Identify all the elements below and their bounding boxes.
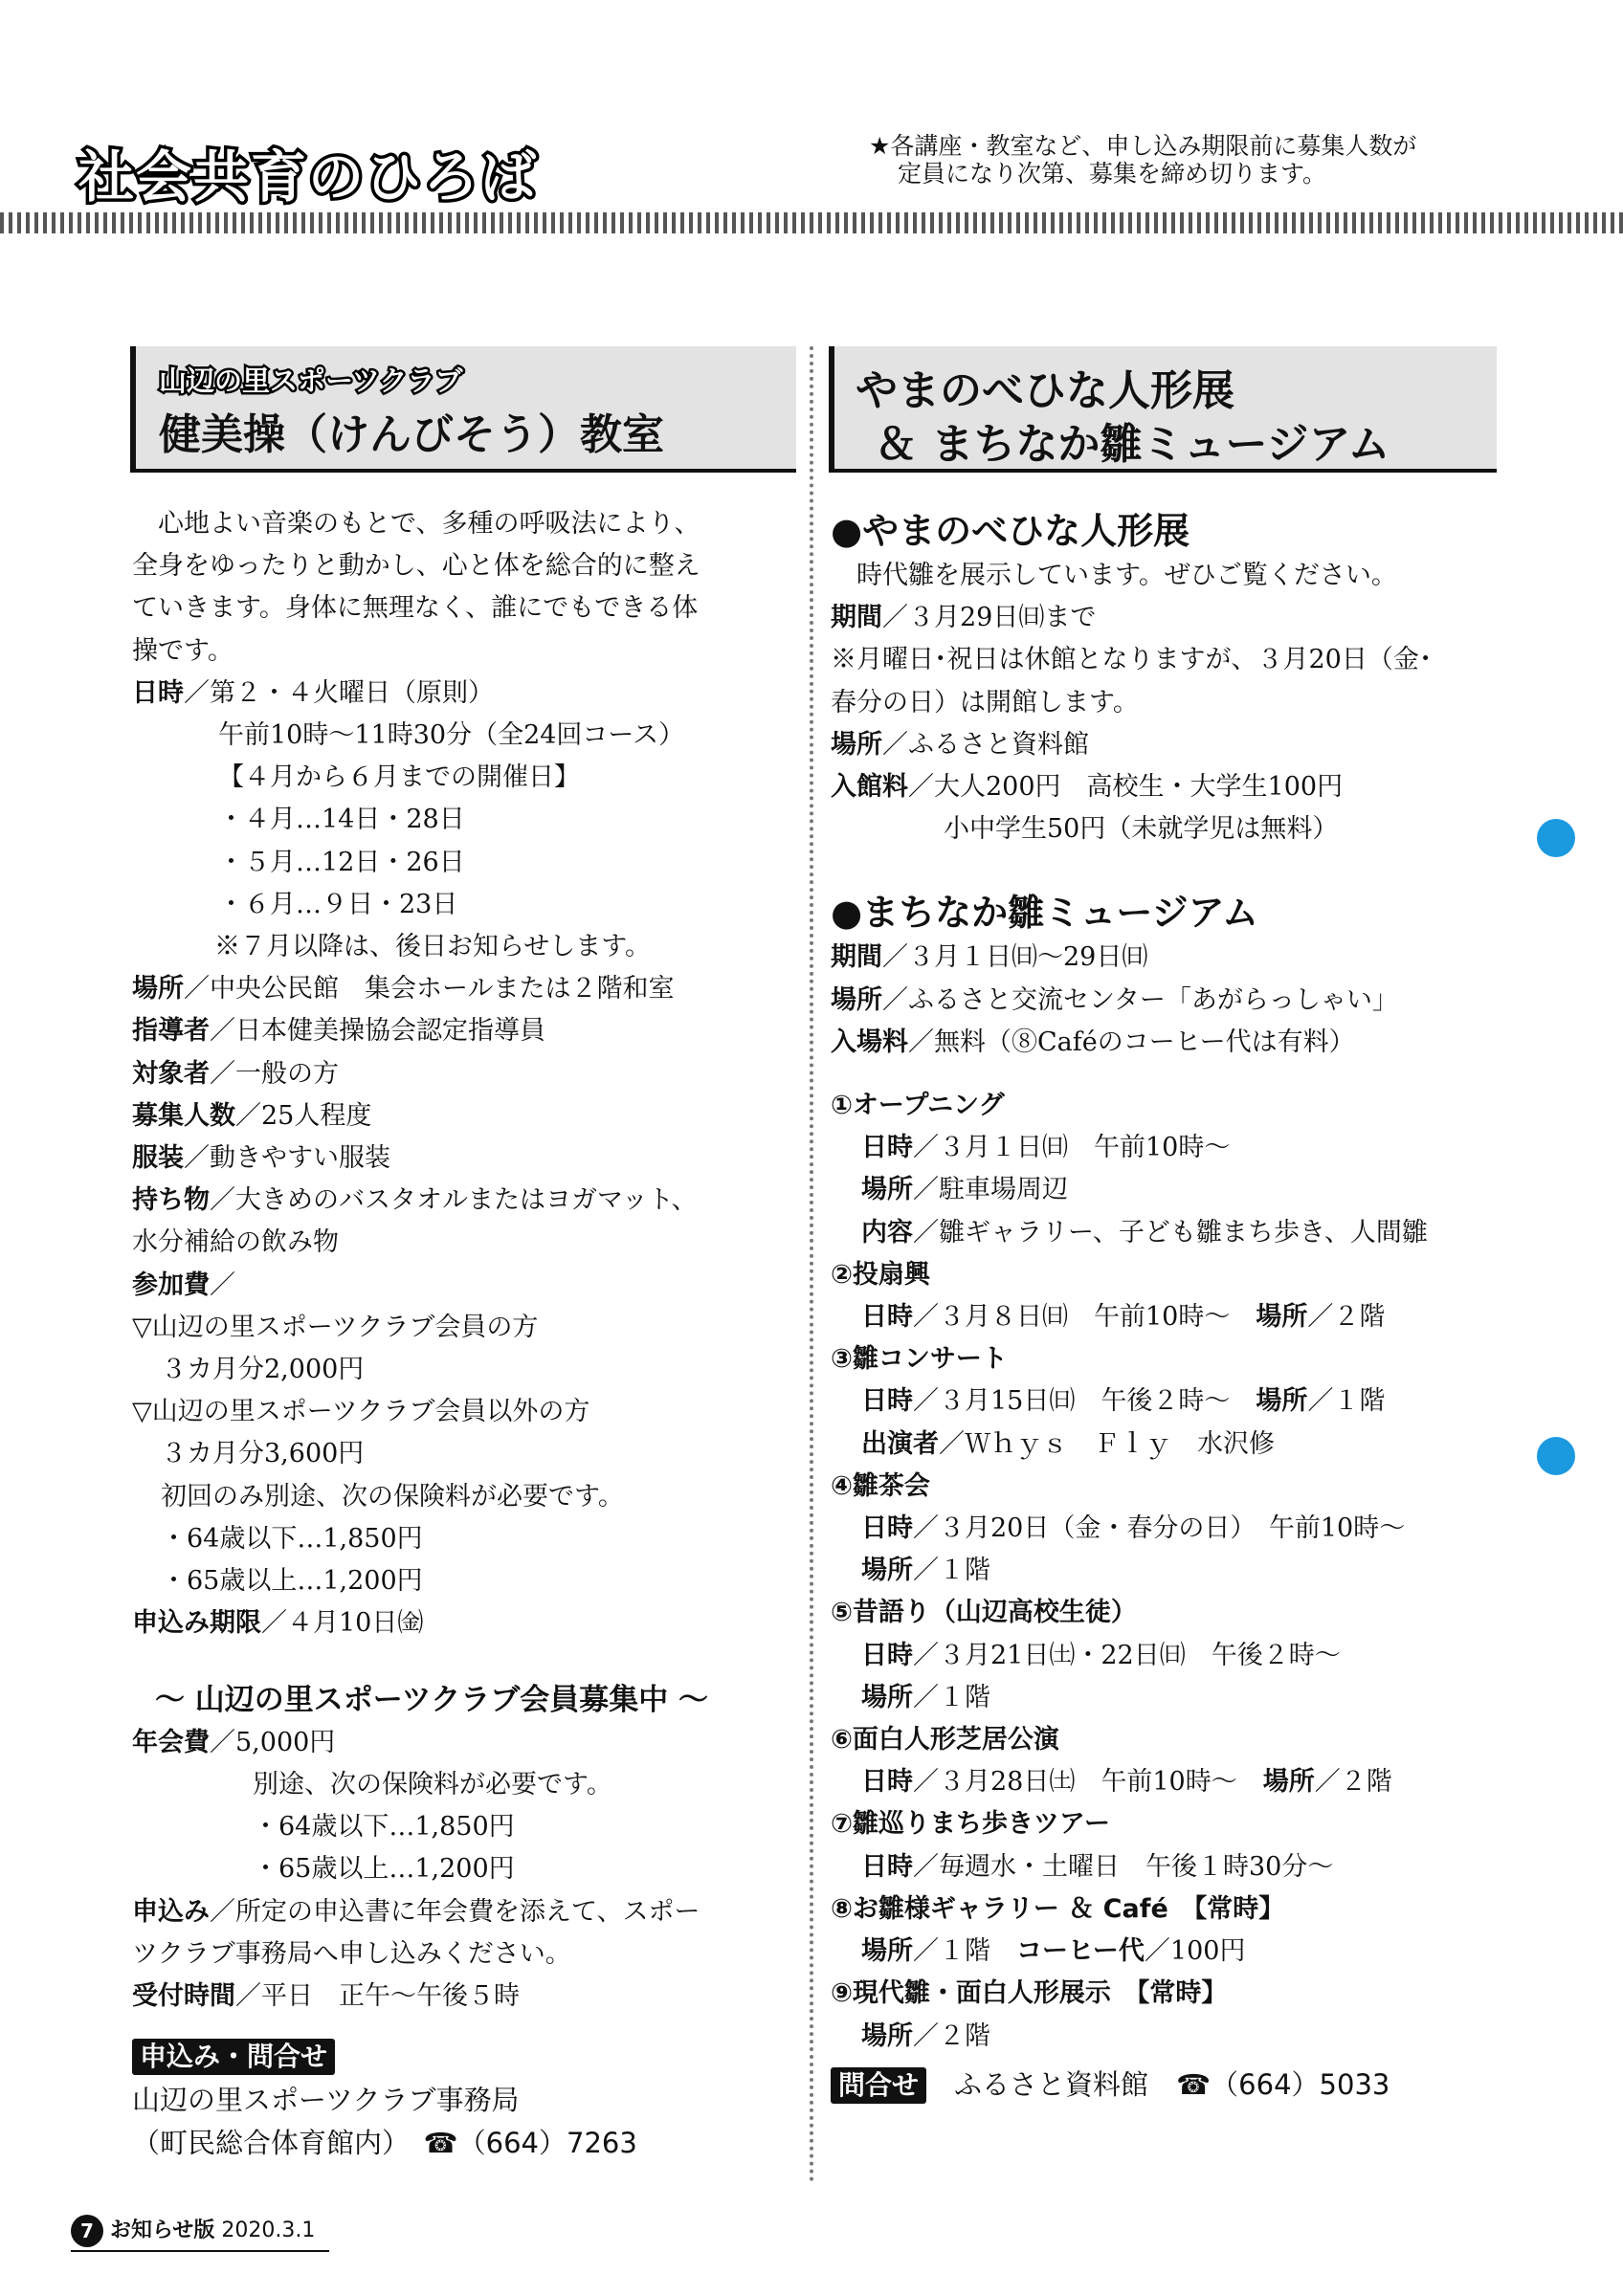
nonmember-fee: ３カ月分3,600円 [161,1439,365,1469]
place2-label: 場所 [831,984,882,1015]
closure-note: ※月曜日･祝日は休館となりますが、３月20日（金･ [831,645,1433,675]
admission-label: 入館料 [831,772,908,803]
event-title: ①オープニング [831,1091,1005,1121]
event-detail-row [831,1508,1501,1550]
items-label: 持ち物 [132,1185,210,1216]
place-value: ／ふるさと資料館 [882,729,1089,760]
contact-tag: 問合せ [831,2067,926,2104]
event-list [831,1085,1501,2058]
event-detail-label: 日時 [861,1767,913,1798]
event-detail-row [831,1846,1501,1888]
event-detail-row [831,1127,1501,1169]
period-value: ／３月29日㈰まで [882,603,1097,633]
instructor-label: 指導者 [132,1016,210,1047]
event-detail-label: 日時 [861,1302,913,1333]
event-detail-row [831,1212,1501,1254]
annual-insurance-1: ・64歳以下…1,850円 [253,1812,515,1843]
event-detail-value: ／１階 [1307,1386,1386,1417]
event-detail-value: ／１階 [913,1936,1016,1967]
schedule-item: ・５月…12日・26日 [218,847,465,877]
clothes-row [132,1137,802,1180]
event-detail-value: ／２階 [1307,1302,1386,1333]
datetime-row [132,673,802,715]
place-value: ／中央公民館 集会ホールまたは２階和室 [184,974,675,1004]
place2-value: ／ふるさと交流センター「あがらっしゃい」 [882,984,1398,1015]
event-detail-row [831,1635,1501,1677]
event-detail-label: 場所 [1262,1767,1315,1798]
admission-value: ／大人200円 高校生・大学生100円 [908,772,1344,803]
place-label: 場所 [132,974,184,1004]
event-detail-label: 場所 [1256,1386,1308,1417]
items-row [132,1180,802,1222]
schedule-item: ・４月…14日・28日 [218,805,465,835]
event-detail-value: ／３月８日㈰ 午前10時～ [913,1302,1256,1333]
contact-location: （町民総合体育館内） [132,2126,396,2159]
schedule-item: ・６月…９日・23日 [218,889,458,919]
hours-row [132,1976,802,2018]
event-detail-row [831,2016,1501,2058]
page-footer [71,2214,315,2247]
recruit-heading: ～ 山辺の里スポーツクラブ会員募集中 ～ [155,1683,709,1718]
event-detail-value: ／２階 [913,2020,990,2051]
event-detail-label: 日時 [861,1386,913,1417]
publication-date: 2020.3.1 [221,2219,316,2242]
blue-dot-marker [1537,1437,1575,1475]
deadline-row [132,1602,802,1645]
member-fee-label: ▽山辺の里スポーツクラブ会員の方 [132,1312,539,1342]
recruitment-notice [869,132,1416,188]
event-title: ④雛茶会 [831,1470,930,1501]
event-detail-row [831,1677,1501,1719]
doll-exhibit-intro: 時代雛を展示しています。ぜひご覧ください。 [831,561,1397,590]
admission-value-cont: 小中学生50円（未就学児は無料） [944,814,1339,845]
contact-row [831,2064,1501,2106]
notice-line-1: ★各講座・教室など、申し込み期限前に募集人数が [869,132,1417,160]
apply-label: 申込み [132,1896,210,1927]
event-detail-label: 場所 [861,1175,913,1205]
event-detail-value: ／駐車場周辺 [913,1175,1068,1205]
contact-tag: 申込み・問合せ [132,2039,335,2075]
instructor-row [132,1010,802,1052]
event-detail-row [831,1550,1501,1592]
event-title: ⑨現代雛・面白人形展示 【常時】 [831,1978,1228,2009]
period2-label: 期間 [831,942,882,973]
event-detail-label: 場所 [861,1936,913,1967]
datetime-value: ／第２・４火曜日（原則） [184,677,494,708]
hours-value: ／平日 正午～午後５時 [235,1980,520,2011]
event-detail-value: ／３月20日（金・春分の日） 午前10時～ [913,1513,1406,1544]
kenbiso-article [132,503,802,2164]
event-detail-value: ／１階 [913,1556,990,1586]
apply-row-cont: ツクラブ事務局へ申し込みください。 [132,1938,571,1969]
event-detail-label: 日時 [861,1640,913,1670]
event-detail-row [831,1380,1501,1423]
event-detail-value: ／100円 [1144,1936,1246,1967]
event-title: ⑧お雛様ギャラリー ＆ Café 【常時】 [831,1893,1285,1924]
page-title: 社会共育のひろば [78,144,539,210]
admission2-value: ／無料（⑧Caféのコーヒー代は有料） [908,1027,1355,1057]
intro-line: 心地よい音楽のもとで、多種の呼吸法により、 [132,509,700,539]
hina-article [831,507,1501,2106]
event-detail-row [831,1761,1501,1803]
fee-row [132,1265,802,1307]
hina-title-line-1: やまのべひな人形展 [856,366,1234,415]
event-detail-value: ／３月21日㈯・22日㈰ 午後２時～ [913,1640,1341,1670]
apply-value: ／所定の申込書に年会費を添えて、スポー [210,1896,700,1927]
event-title: ⑤昔語り（山辺高校生徒） [831,1598,1137,1628]
admission-row [831,766,1501,808]
annual-note: 別途、次の保険料が必要です。 [253,1769,612,1799]
datetime-label: 日時 [132,677,184,708]
notice-line-2: 定員になり次第、募集を締め切ります。 [898,160,1327,188]
blue-dot-marker [1537,819,1575,857]
event-detail-label: 日時 [861,1851,913,1882]
instructor-value: ／日本健美操協会認定指導員 [210,1016,545,1047]
event-detail-value: ／Ｗｈｙｓ Ｆｌｙ 水沢修 [939,1428,1275,1459]
member-fee: ３カ月分2,000円 [161,1355,365,1385]
insurance-under-64: ・64歳以下…1,850円 [161,1523,423,1554]
time-row: 午前10時～11時30分（全24回コース） [218,720,685,751]
footer-rule [71,2250,329,2252]
page-number: 7 [71,2215,103,2247]
items-value: ／大きめのバスタオルまたはヨガマット、 [210,1185,698,1216]
event-title: ⑥面白人形芝居公演 [831,1725,1059,1755]
period2-value: ／３月１日㈰～29日㈰ [882,942,1148,973]
period-row [831,597,1501,639]
clothes-value: ／動きやすい服装 [184,1143,390,1174]
hina-title-line-2: ＆ まちなか雛ミュージアム [875,420,1390,469]
section-heading-town-museum: ●まちなか雛ミュージアム [831,892,1258,935]
target-label: 対象者 [132,1058,210,1089]
insurance-over-65: ・65歳以上…1,200円 [161,1566,423,1597]
event-detail-label: 場所 [1256,1302,1308,1333]
apply-row [132,1891,802,1933]
deadline-value: ／４月10日㈮ [261,1608,424,1639]
fee-label: 参加費 [132,1269,210,1300]
event-detail-value: ／雛ギャラリー、子ども雛まち歩き、人間雛 [913,1217,1428,1247]
event-detail-label: 内容 [861,1217,913,1247]
capacity-label: 募集人数 [132,1100,235,1131]
items-row-cont: 水分補給の飲み物 [132,1227,339,1258]
publication-name: お知らせ版 [110,2219,215,2242]
period2-row [831,937,1501,979]
event-detail-row [831,1931,1501,1973]
target-value: ／一般の方 [210,1058,339,1089]
event-detail-label: 場所 [861,1556,913,1586]
intro-line: 操です。 [132,635,233,666]
closure-note-cont: 春分の日）は開館します。 [831,687,1139,718]
event-title: ⑦雛巡りまち歩きツアー [831,1809,1111,1840]
event-detail-label: 日時 [861,1513,913,1544]
event-detail-row [831,1296,1501,1338]
event-detail-value: ／１階 [913,1682,990,1712]
kenbiso-subtitle: 山辺の里スポーツクラブ [159,364,463,397]
event-detail-value: ／２階 [1314,1767,1392,1798]
contact-phone[interactable]: ☎（664）5033 [1176,2067,1390,2101]
contact-line [132,2122,802,2164]
event-detail-value: ／３月15日㈰ 午後２時～ [913,1386,1256,1417]
event-title: ③雛コンサート [831,1344,1008,1375]
column-divider [810,346,813,2183]
fee-slash: ／ [210,1269,235,1300]
contact-name: ふるさと資料館 [954,2067,1149,2101]
contact-name: 山辺の里スポーツクラブ事務局 [132,2084,520,2117]
place-label: 場所 [831,729,882,760]
annual-fee-value: ／5,000円 [210,1727,336,1757]
header-stripe-divider [0,212,1623,233]
place2-row [831,980,1501,1022]
insurance-note: 初回のみ別途、次の保険料が必要です。 [161,1481,624,1512]
contact-tag-row [132,2037,802,2079]
place-row [831,724,1501,766]
place-row [132,968,802,1010]
event-detail-value: ／３月28日㈯ 午前10時～ [913,1767,1263,1798]
event-detail-label: コーヒー代 [1016,1936,1145,1967]
schedule-note: ※７月以降は、後日お知らせします。 [214,932,652,962]
clothes-label: 服装 [132,1143,184,1174]
contact-phone[interactable]: ☎（664）7263 [423,2126,637,2159]
event-detail-value: ／毎週水・土曜日 午後１時30分～ [913,1851,1334,1882]
capacity-value: ／25人程度 [235,1100,372,1131]
event-detail-label: 場所 [861,2020,913,2051]
hours-label: 受付時間 [132,1980,235,2011]
kenbiso-title-box [130,346,796,473]
section-heading-doll-exhibit: ●やまのべひな人形展 [831,510,1190,552]
annual-insurance-2: ・65歳以上…1,200円 [253,1854,515,1885]
capacity-row [132,1095,802,1137]
event-detail-label: 出演者 [861,1428,939,1459]
event-title: ②投扇興 [831,1259,930,1290]
event-detail-row [831,1424,1501,1466]
period-label: 期間 [831,603,882,633]
hina-title-box [829,346,1497,473]
intro-line: ていきます。身体に無理なく、誰にでもできる体 [132,593,699,624]
nonmember-fee-label: ▽山辺の里スポーツクラブ会員以外の方 [132,1397,590,1427]
event-detail-value: ／３月１日㈰ 午前10時～ [913,1133,1231,1163]
annual-fee-label: 年会費 [132,1727,210,1757]
event-detail-label: 日時 [861,1133,913,1163]
event-detail-row [831,1169,1501,1211]
event-detail-label: 場所 [861,1682,913,1712]
deadline-label: 申込み期限 [132,1608,261,1639]
schedule-heading: 【４月から６月までの開催日】 [218,762,580,793]
admission2-row [831,1022,1501,1064]
intro-line: 全身をゆったりと動かし、心と体を総合的に整え [132,551,700,582]
admission2-label: 入場料 [831,1027,908,1057]
kenbiso-title: 健美操（けんびそう）教室 [159,410,664,459]
target-row [132,1053,802,1095]
annual-fee-row [132,1722,802,1764]
